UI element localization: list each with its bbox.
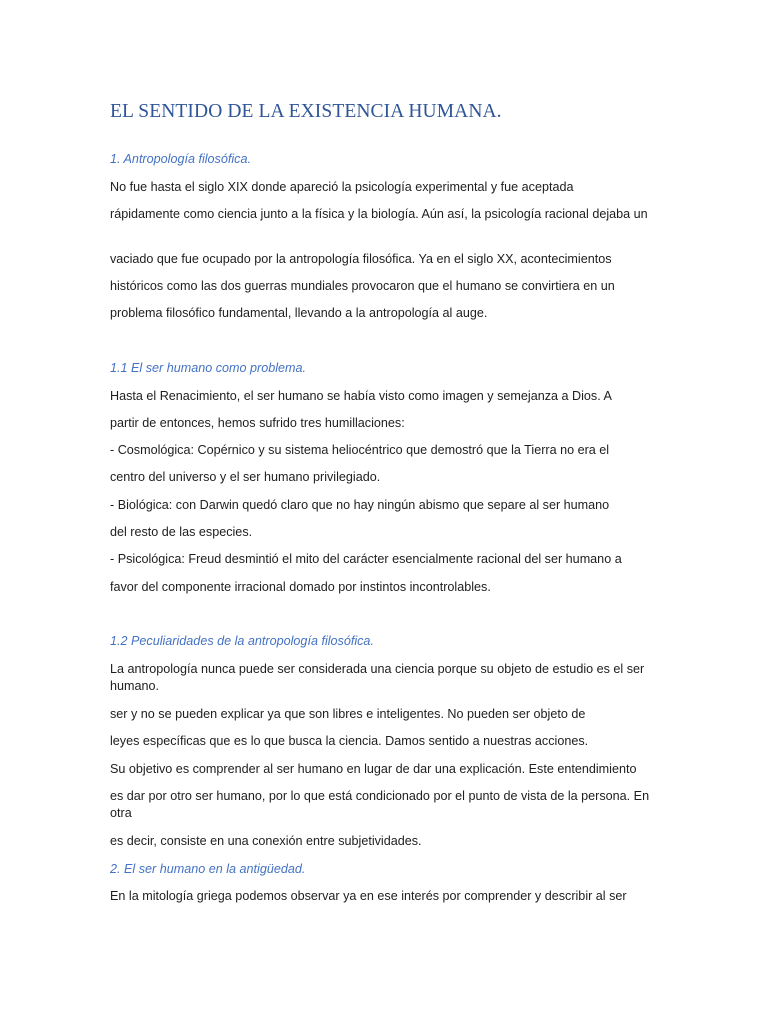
paragraph-line: vaciado que fue ocupado por la antropología filosófica. Ya en el siglo XX, acontecimientos	[110, 252, 612, 266]
section-heading: 1.2 Peculiaridades de la antropología filosófica.	[110, 634, 374, 648]
paragraph-line: históricos como las dos guerras mundiales provocaron que el humano se convirtiera en un	[110, 279, 615, 293]
paragraph-line: - Psicológica: Freud desmintió el mito del carácter esencialmente racional del ser humano a	[110, 552, 622, 566]
paragraph-line: La antropología nunca puede ser considerada una ciencia porque su objeto de estudio es el ser humano.	[110, 662, 645, 693]
section-heading: 1.1 El ser humano como problema.	[110, 361, 307, 375]
paragraph-line: rápidamente como ciencia junto a la física y la biología. Aún así, la psicología racional dejaba un	[110, 207, 648, 221]
paragraph-line: centro del universo y el ser humano privilegiado.	[110, 470, 381, 484]
paragraph-line: No fue hasta el siglo XIX donde apareció la psicología experimental y fue aceptada	[110, 180, 574, 194]
paragraph-line: del resto de las especies.	[110, 525, 253, 539]
paragraph-line: Hasta el Renacimiento, el ser humano se había visto como imagen y semejanza a Dios. A	[110, 389, 612, 403]
section-heading: 2. El ser humano en la antigüedad.	[110, 862, 306, 876]
section-heading: 1. Antropología filosófica.	[110, 152, 251, 166]
paragraph-line: favor del componente irracional domado por instintos incontrolables.	[110, 580, 491, 594]
paragraph-line: - Biológica: con Darwin quedó claro que no hay ningún abismo que separe al ser humano	[110, 498, 610, 512]
document-title: EL SENTIDO DE LA EXISTENCIA HUMANA.	[110, 101, 502, 122]
paragraph-line: Su objetivo es comprender al ser humano en lugar de dar una explicación. Este entendimiento	[110, 762, 637, 776]
paragraph-line: es dar por otro ser humano, por lo que está condicionado por el punto de vista de la persona. En otra	[110, 789, 650, 820]
paragraph-line: ser y no se pueden explicar ya que son libres e inteligentes. No pueden ser objeto de	[110, 707, 586, 721]
paragraph-line: - Cosmológica: Copérnico y su sistema heliocéntrico que demostró que la Tierra no era el	[110, 443, 610, 457]
paragraph-line: leyes específicas que es lo que busca la ciencia. Damos sentido a nuestras acciones.	[110, 734, 589, 748]
paragraph-line: En la mitología griega podemos observar ya en ese interés por comprender y describir al ser	[110, 889, 627, 903]
paragraph-line: problema filosófico fundamental, llevando a la antropología al auge.	[110, 306, 488, 320]
paragraph-line: partir de entonces, hemos sufrido tres humillaciones:	[110, 416, 405, 430]
paragraph-line: es decir, consiste en una conexión entre subjetividades.	[110, 834, 422, 848]
